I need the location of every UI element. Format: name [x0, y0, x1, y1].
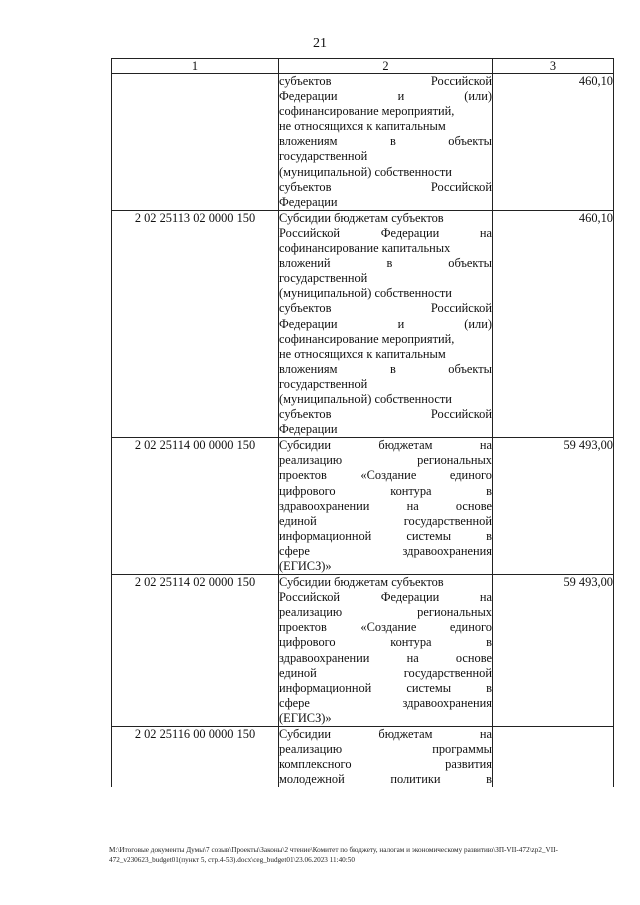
description-word: Субсидии: [279, 727, 331, 742]
description-word: государственной: [279, 271, 368, 286]
description-word: (муниципальной) собственности: [279, 164, 452, 179]
description-cell: [279, 438, 493, 575]
table-body: [112, 74, 614, 788]
description-word: Федерации: [380, 590, 440, 605]
description-cell: [279, 727, 493, 788]
description-word: Российской: [430, 179, 492, 194]
description-line: [279, 195, 492, 210]
description-word: в: [486, 680, 492, 695]
description-word: софинансирование капитальных: [279, 241, 451, 256]
description-word: информационной: [279, 680, 372, 695]
description-word: молодежной: [279, 772, 345, 787]
description-word: на: [479, 438, 492, 453]
description-word: (или): [464, 316, 492, 331]
description-word: системы: [406, 680, 452, 695]
description-word: информационной: [279, 528, 372, 543]
description-word: реализацию: [279, 453, 343, 468]
description-word: Федерации: [380, 225, 440, 240]
description-line: [279, 149, 492, 164]
amount-cell: 460,10: [493, 210, 614, 437]
description-word: Российской: [279, 225, 341, 240]
description-word: комплексного: [279, 757, 352, 772]
description-word: контура: [390, 635, 432, 650]
description-word: «Создание: [360, 468, 417, 483]
description-word: субъектов: [279, 407, 332, 422]
description-line: [279, 301, 492, 316]
description-line: [279, 651, 492, 666]
description-word: государственной: [403, 513, 492, 528]
description-line: [279, 256, 492, 271]
budget-table: [111, 58, 614, 787]
description-word: здравоохранения: [402, 543, 492, 558]
description-line: [279, 590, 492, 605]
table-row: [112, 210, 614, 437]
description-line: [279, 438, 492, 453]
description-word: бюджетам: [378, 727, 433, 742]
description-word: в: [486, 528, 492, 543]
description-line: [279, 742, 492, 757]
description-line: [279, 362, 492, 377]
description-line: [279, 711, 492, 726]
description-line: [279, 696, 492, 711]
page-number: 21: [313, 36, 327, 51]
description-word: субъектов: [279, 301, 332, 316]
description-word: Федерации: [279, 89, 338, 104]
description-line: [279, 165, 492, 180]
file-path-footer: [109, 845, 619, 865]
description-line: [279, 286, 492, 301]
description-line: [279, 392, 492, 407]
description-line: [279, 422, 492, 437]
description-word: развития: [445, 757, 492, 772]
description-word: объекты: [448, 361, 492, 376]
description-line: [279, 89, 492, 104]
amount-cell: 460,10: [493, 74, 614, 211]
description-line: [279, 514, 492, 529]
description-word: Федерации: [279, 422, 338, 437]
description-word: объекты: [448, 134, 492, 149]
description-word: контура: [390, 483, 432, 498]
description-word: вложений: [279, 256, 331, 271]
description-word: программы: [432, 742, 492, 757]
description-line: [279, 468, 492, 483]
description-word: софинансирование мероприятий,: [279, 331, 455, 346]
description-word: (ЕГИСЗ)»: [279, 559, 332, 573]
description-word: реализацию: [279, 605, 343, 620]
budget-code-cell: 2 02 25114 00 0000 150: [112, 438, 279, 575]
description-word: (или): [464, 89, 492, 104]
description-word: на: [406, 498, 419, 513]
description-line: [279, 757, 492, 772]
description-word: реализацию: [279, 742, 343, 757]
description-word: бюджетам: [378, 438, 433, 453]
table-row: [112, 727, 614, 788]
description-word: не относящихся к капитальным: [279, 346, 446, 361]
description-word: проектов: [279, 468, 327, 483]
column-header: 2: [279, 59, 493, 74]
description-line: [279, 666, 492, 681]
description-word: субъектов: [279, 74, 332, 88]
description-word: единой: [279, 665, 317, 680]
description-word: сфере: [279, 543, 310, 558]
description-word: на: [479, 590, 492, 605]
amount-cell: 59 493,00: [493, 438, 614, 575]
description-word: цифрового: [279, 635, 336, 650]
table-header-row: [112, 59, 614, 74]
description-word: вложениям: [279, 361, 338, 376]
description-word: Федерации: [279, 194, 338, 209]
description-line: [279, 332, 492, 347]
description-word: в: [389, 134, 396, 149]
description-word: здравоохранения: [402, 695, 492, 710]
description-word: в: [389, 361, 396, 376]
description-line: [279, 271, 492, 286]
table-row: [112, 575, 614, 727]
description-line: [279, 605, 492, 620]
description-word: региональных: [417, 605, 492, 620]
description-word: основе: [455, 650, 492, 665]
footer-line: М:\Итоговые документы Думы\7 созыв\Проекты\Законы\2 чтение\Комитет по бюджету, налогам и экономическому развитию\ЗП-VII-472\zp2_VII-: [109, 846, 558, 854]
column-header: 1: [112, 59, 279, 74]
description-line: [279, 226, 492, 241]
description-line: [279, 453, 492, 468]
description-word: единой: [279, 513, 317, 528]
description-word: сфере: [279, 695, 310, 710]
description-line: [279, 544, 492, 559]
description-word: (муниципальной) собственности: [279, 286, 452, 301]
description-line: [279, 180, 492, 195]
description-word: проектов: [279, 620, 327, 635]
description-cell: [279, 210, 493, 437]
description-word: (муниципальной) собственности: [279, 391, 452, 406]
description-line: [279, 681, 492, 696]
description-word: «Создание: [360, 620, 417, 635]
description-line: [279, 484, 492, 499]
description-word: Российской: [430, 407, 492, 422]
description-word: основе: [455, 498, 492, 513]
description-word: Российской: [430, 301, 492, 316]
description-line: [279, 559, 492, 574]
description-word: в: [486, 635, 492, 650]
budget-code-cell: 2 02 25116 00 0000 150: [112, 727, 279, 788]
description-word: здравоохранении: [279, 498, 370, 513]
column-header: 3: [493, 59, 614, 74]
description-word: не относящихся к капитальным: [279, 119, 446, 134]
description-line: [279, 74, 492, 89]
description-line: [279, 529, 492, 544]
description-word: государственной: [279, 149, 368, 164]
description-word: единого: [449, 620, 492, 635]
description-word: в: [486, 772, 492, 787]
description-line: [279, 499, 492, 514]
description-line: [279, 211, 492, 226]
description-word: Российской: [279, 590, 341, 605]
description-line: [279, 241, 492, 256]
description-word: объекты: [448, 256, 492, 271]
description-word: государственной: [403, 665, 492, 680]
description-line: [279, 727, 492, 742]
description-word: в: [386, 256, 393, 271]
description-word: на: [479, 727, 492, 742]
description-word: вложениям: [279, 134, 338, 149]
description-word: и: [397, 316, 405, 331]
budget-code-cell: 2 02 25114 02 0000 150: [112, 575, 279, 727]
amount-cell: 59 493,00: [493, 575, 614, 727]
amount-cell: [493, 727, 614, 788]
budget-code-cell: [112, 74, 279, 211]
description-word: в: [486, 483, 492, 498]
description-line: [279, 407, 492, 422]
description-word: региональных: [417, 453, 492, 468]
description-word: на: [479, 225, 492, 240]
description-word: софинансирование мероприятий,: [279, 104, 455, 119]
description-word: Субсидии бюджетам субъектов: [279, 210, 444, 225]
description-line: [279, 575, 492, 590]
description-line: [279, 377, 492, 392]
description-word: Субсидии: [279, 438, 331, 453]
description-cell: [279, 575, 493, 727]
description-word: здравоохранении: [279, 650, 370, 665]
table-row: [112, 438, 614, 575]
description-line: [279, 347, 492, 362]
description-word: субъектов: [279, 179, 332, 194]
description-word: Российской: [430, 74, 492, 88]
description-word: (ЕГИСЗ)»: [279, 710, 332, 725]
description-line: [279, 772, 492, 787]
description-line: [279, 620, 492, 635]
description-word: государственной: [279, 376, 368, 391]
description-line: [279, 104, 492, 119]
description-word: Федерации: [279, 316, 338, 331]
description-line: [279, 134, 492, 149]
description-word: единого: [449, 468, 492, 483]
description-word: системы: [406, 528, 452, 543]
description-cell: [279, 74, 493, 211]
description-word: и: [397, 89, 405, 104]
footer-line: 472_v230623_budget01(пункт 5, стр.4-53).docx\ceg_budget01\23.06.2023 11:40:50: [109, 856, 355, 864]
description-word: цифрового: [279, 483, 336, 498]
budget-code-cell: 2 02 25113 02 0000 150: [112, 210, 279, 437]
description-word: Субсидии бюджетам субъектов: [279, 575, 444, 590]
description-line: [279, 119, 492, 134]
description-line: [279, 635, 492, 650]
description-word: политики: [390, 772, 441, 787]
description-line: [279, 317, 492, 332]
description-word: на: [406, 650, 419, 665]
table-row: [112, 74, 614, 211]
